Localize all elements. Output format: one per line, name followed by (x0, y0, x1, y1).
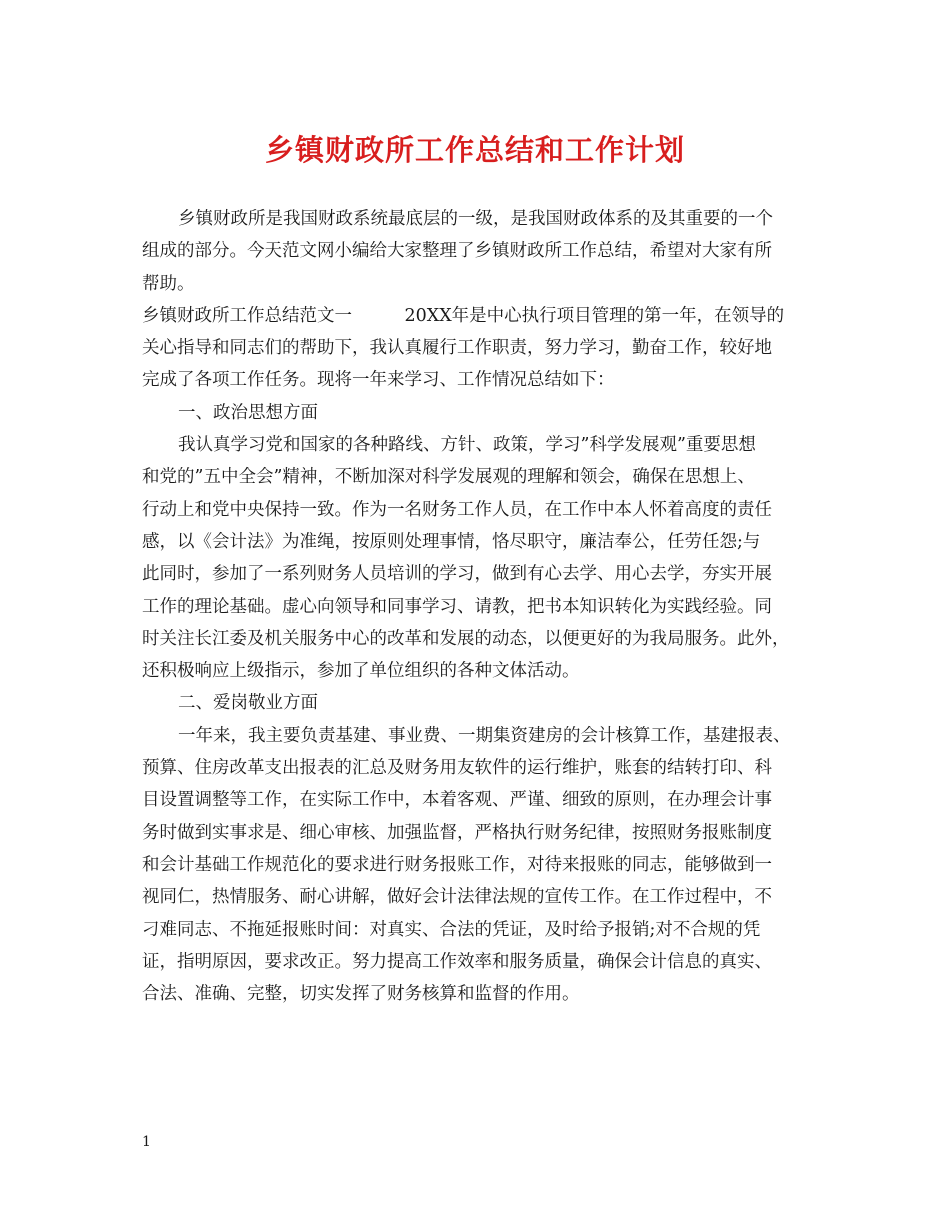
section-heading: 二、爱岗敬业方面 (178, 693, 318, 714)
page-number: 1 (142, 1134, 151, 1150)
paragraph-line: 帮助。 (142, 273, 195, 294)
paragraph-line: 完成了各项工作任务。现将一年来学习、工作情况总结如下： (142, 370, 615, 391)
paragraph-line: 和党的”五中全会”精神，不断加深对科学发展观的理解和领会，确保在思想上、 (142, 467, 755, 488)
section-heading: 一、政治思想方面 (178, 402, 318, 423)
paragraph-line: 时关注长江委及机关服务中心的改革和发展的动态，以便更好的为我局服务。此外， (142, 628, 790, 649)
paragraph-line: 合法、准确、完整，切实发挥了财务核算和监督的作用。 (142, 984, 580, 1005)
paragraph-line: 预算、住房改革支出报表的汇总及财务用友软件的运行维护，账套的结转打印、科 (142, 758, 772, 779)
paragraph-line: 行动上和党中央保持一致。作为一名财务工作人员，在工作中本人怀着高度的责任 (142, 499, 772, 520)
paragraph-line: 还积极响应上级指示，参加了单位组织的各种文体活动。 (142, 661, 580, 682)
paragraph-line: 务时做到实事求是、细心审核、加强监督，严格执行财务纪律，按照财务报账制度 (142, 822, 772, 843)
paragraph-line: 证，指明原因，要求改正。努力提高工作效率和服务质量，确保会计信息的真实、 (142, 951, 772, 972)
paragraph-line: 视同仁，热情服务、耐心讲解，做好会计法律法规的宣传工作。在工作过程中，不 (142, 887, 772, 908)
paragraph-line: 组成的部分。今天范文网小编给大家整理了乡镇财政所工作总结，希望对大家有所 (142, 241, 772, 262)
paragraph-line: 一年来，我主要负责基建、事业费、一期集资建房的会计核算工作，基建报表、 (178, 725, 791, 746)
paragraph-line: 关心指导和同志们的帮助下，我认真履行工作职责，努力学习，勤奋工作，较好地 (142, 338, 772, 359)
paragraph-line: 和会计基础工作规范化的要求进行财务报账工作，对待来报账的同志，能够做到一 (142, 854, 772, 875)
paragraph-line: 感，以《会计法》为准绳，按原则处理事情，恪尽职守，廉洁奉公，任劳任怨;与 (142, 531, 761, 552)
paragraph-line: 目设置调整等工作，在实际工作中，本着客观、严谨、细致的原则，在办理会计事 (142, 790, 772, 811)
paragraph-line: 刁难同志、不拖延报账时间：对真实、合法的凭证，及时给予报销;对不合规的凭 (142, 919, 761, 940)
document-title: 乡镇财政所工作总结和工作计划 (264, 133, 685, 167)
document-body (142, 203, 827, 1010)
paragraph-line: 此同时，参加了一系列财务人员培训的学习，做到有心去学、用心去学，夯实开展 (142, 564, 772, 585)
paragraph-line: 乡镇财政所是我国财政系统最底层的一级，是我国财政体系的及其重要的一个 (178, 209, 773, 229)
paragraph-line: 工作的理论基础。虚心向领导和同事学习、请教，把书本知识转化为实践经验。同 (142, 596, 772, 617)
paragraph-line: 乡镇财政所工作总结范文一 20XX年是中心执行项目管理的第一年，在领导的 (142, 305, 785, 326)
paragraph-line: 我认真学习党和国家的各种路线、方针、政策，学习”科学发展观”重要思想 (178, 435, 756, 456)
